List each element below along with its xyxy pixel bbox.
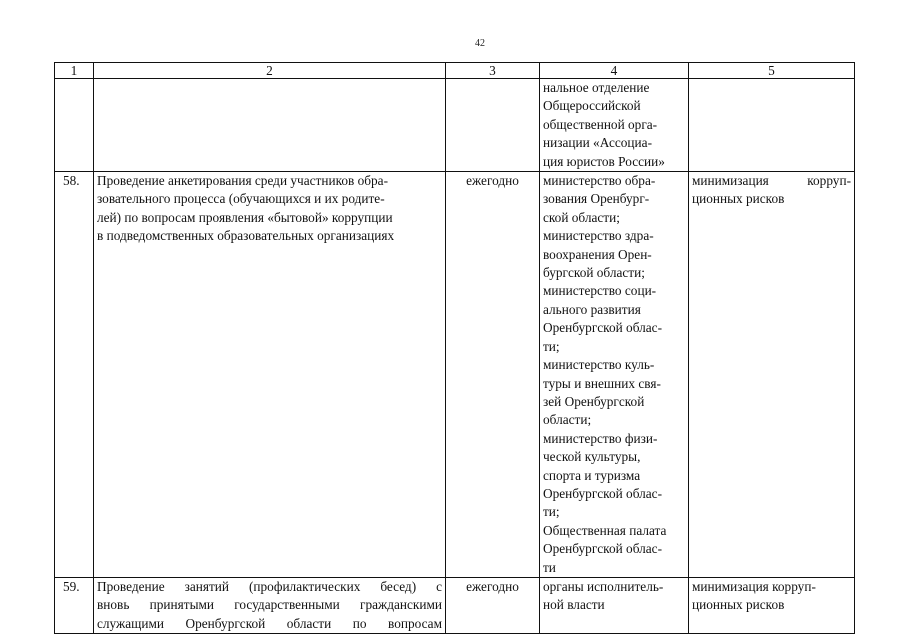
executor-line: Общероссийской — [543, 98, 641, 114]
executor-cell — [540, 577, 689, 633]
activity-line: Проведение занятий (профилактических бесед) с — [97, 578, 442, 594]
column-number-4: 4 — [540, 63, 689, 79]
activity-line: служащими Оренбургской области по вопросам — [97, 615, 442, 631]
executor-line: ной власти — [543, 597, 605, 613]
executor-line: зования Оренбург- — [543, 191, 650, 207]
column-number-5: 5 — [689, 63, 855, 79]
executor-line: министерство физи- — [543, 430, 658, 446]
table-row — [55, 172, 855, 578]
executor-line: Оренбургской облас- — [543, 485, 663, 501]
executor-line: Общественная палата — [543, 522, 667, 538]
executor-line: ального развития — [543, 301, 641, 317]
period-cell: ежегодно — [446, 172, 540, 578]
executor-line: воохранения Орен- — [543, 246, 652, 262]
executor-line: Оренбургской облас- — [543, 320, 663, 336]
executor-line: ти; — [543, 504, 560, 520]
result-line: минимизация корруп- — [692, 578, 816, 594]
executor-line: Оренбургской облас- — [543, 541, 663, 557]
activity-cell — [94, 577, 446, 633]
executor-line: бургской области; — [543, 265, 645, 281]
executor-line: низации «Ассоциа- — [543, 135, 652, 151]
row-number: 58. — [55, 172, 94, 578]
column-number-2: 2 — [94, 63, 446, 79]
table-header-row — [55, 63, 855, 79]
table-row — [55, 79, 855, 172]
activity-line: вновь принятыми государственными гражданскими — [97, 597, 442, 613]
period-cell: ежегодно — [446, 577, 540, 633]
executor-cell — [540, 79, 689, 172]
executor-line: ти — [543, 559, 556, 575]
result-line: минимизация корруп- — [692, 173, 851, 189]
activity-line: Проведение анкетирования среди участников обра- — [97, 173, 388, 189]
activity-cell — [94, 172, 446, 578]
executor-line: министерство соци- — [543, 283, 657, 299]
executor-line: туры и внешних свя- — [543, 375, 661, 391]
row-number: 59. — [55, 577, 94, 633]
executor-line: области; — [543, 412, 592, 428]
executor-line: нальное отделение — [543, 80, 650, 95]
executor-line: ской области; — [543, 209, 620, 225]
executor-line: ческой культуры, — [543, 449, 641, 465]
activity-line: зовательного процесса (обучающихся и их родите- — [97, 191, 385, 207]
executor-line: органы исполнитель- — [543, 578, 664, 594]
column-number-3: 3 — [446, 63, 540, 79]
table-row — [55, 577, 855, 633]
period-cell — [446, 79, 540, 172]
executor-line: общественной орга- — [543, 116, 658, 132]
result-cell — [689, 577, 855, 633]
executor-cell — [540, 172, 689, 578]
activity-line: лей) по вопросам проявления «бытовой» коррупции — [97, 209, 393, 225]
executor-line: министерство куль- — [543, 357, 655, 373]
measures-table — [54, 62, 855, 634]
result-line: ционных рисков — [692, 191, 785, 207]
column-number-1: 1 — [55, 63, 94, 79]
executor-line: спорта и туризма — [543, 467, 641, 483]
executor-line: министерство здра- — [543, 228, 654, 244]
result-line: ционных рисков — [692, 597, 785, 613]
executor-line: ция юристов России» — [543, 153, 665, 169]
activity-cell — [94, 79, 446, 172]
result-cell — [689, 79, 855, 172]
activity-line: в подведомственных образовательных организациях — [97, 228, 395, 244]
row-number — [55, 79, 94, 172]
result-cell — [689, 172, 855, 578]
page-number: 42 — [475, 38, 485, 49]
executor-line: зей Оренбургской — [543, 393, 645, 409]
executor-line: министерство обра- — [543, 173, 656, 189]
executor-line: ти; — [543, 338, 560, 354]
